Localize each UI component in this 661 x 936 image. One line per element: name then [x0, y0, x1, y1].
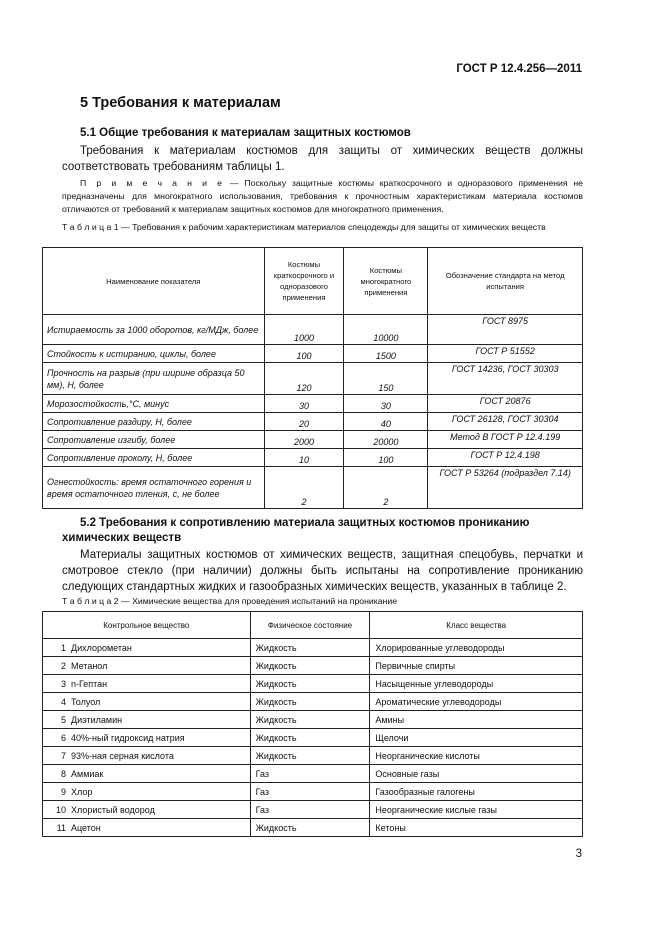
table-1-cell-short: 1000 [264, 315, 344, 345]
table-1-cell-short: 2 [264, 467, 344, 509]
table-2-cell-class: Амины [370, 711, 583, 729]
table-row [43, 413, 583, 431]
table-2-cell-class: Ароматические углеводороды [370, 693, 583, 711]
table-1-cell-name: Прочность на разрыв (при ширине образца 50 мм), Н, более [43, 363, 265, 395]
substance-name: 40%-ный гидроксид натрия [71, 732, 185, 743]
table-row [43, 639, 583, 657]
table-1-header: Обозначение стандарта на метод испытания [428, 248, 583, 315]
table-1-cell-std: ГОСТ 26128, ГОСТ 30304 [428, 413, 583, 431]
table-row [43, 819, 583, 837]
table-2-header: Физическое состояние [250, 612, 370, 639]
table-1-caption: Т а б л и ц а 1 — Требования к рабочим характеристикам материалов спецодежды для защиты от химических веществ [62, 222, 546, 232]
table-2 [42, 611, 583, 837]
row-number: 2 [60, 660, 66, 671]
table-2-cell-class: Неорганические кислоты [370, 747, 583, 765]
table-row [43, 315, 583, 345]
table-1-cell-multi: 40 [344, 413, 428, 431]
table-2-cell-state: Жидкость [250, 819, 370, 837]
table-1-cell-name: Сопротивление раздиру, Н, более [43, 413, 265, 431]
note-label: П р и м е ч а н и е [80, 178, 225, 188]
table-1-header: Костюмы краткосрочного и одноразового применения [264, 248, 344, 315]
table-2-header-row [43, 612, 583, 639]
table-1-header: Костюмы многократного применения [344, 248, 428, 315]
substance-name: Дихлорометан [71, 642, 132, 653]
table-1-cell-short: 10 [264, 449, 344, 467]
section-5-title: 5 Требования к материалам [80, 95, 281, 111]
table-2-cell-substance [43, 639, 251, 657]
table-row [43, 675, 583, 693]
row-number: 5 [60, 714, 66, 725]
table-2-cell-class: Щелочи [370, 729, 583, 747]
table-row [43, 657, 583, 675]
row-number: 10 [55, 804, 66, 815]
table-1-cell-std: ГОСТ Р 12.4.198 [428, 449, 583, 467]
table-2-cell-class: Газообразные галогены [370, 783, 583, 801]
row-number: 3 [60, 678, 66, 689]
table-1-cell-std: ГОСТ 14236, ГОСТ 30303 [428, 363, 583, 395]
table-row [43, 431, 583, 449]
row-number: 1 [60, 642, 66, 653]
row-number: 8 [60, 768, 66, 779]
table-row [43, 729, 583, 747]
table-1-cell-std: ГОСТ Р 53264 (подраздел 7.14) [428, 467, 583, 509]
table-1-cell-std: ГОСТ Р 51552 [428, 345, 583, 363]
table-1-cell-multi: 20000 [344, 431, 428, 449]
section-5-1-paragraph: Требования к материалам костюмов для защиты от химических веществ должны соответствовать требованиям таблицы 1. [62, 145, 583, 173]
table-2-cell-substance [43, 801, 251, 819]
substance-name: Диэтиламин [71, 714, 123, 725]
table-1-cell-multi: 1500 [344, 345, 428, 363]
table-2-cell-substance [43, 657, 251, 675]
table-2-cell-substance [43, 711, 251, 729]
table-2-cell-class: Хлорированные углеводороды [370, 639, 583, 657]
table-1-cell-multi: 2 [344, 467, 428, 509]
table-1-cell-short: 30 [264, 395, 344, 413]
table-row [43, 711, 583, 729]
substance-name: Хлор [71, 786, 93, 797]
substance-name: 93%-ная серная кислота [71, 750, 174, 761]
table-2-cell-substance [43, 729, 251, 747]
table-row [43, 693, 583, 711]
table-2-cell-state: Жидкость [250, 693, 370, 711]
table-row [43, 449, 583, 467]
table-2-cell-class: Неорганические кислые газы [370, 801, 583, 819]
substance-name: Метанол [71, 660, 108, 671]
substance-name: Хлористый водород [71, 804, 155, 815]
table-row [43, 467, 583, 509]
section-5-2-paragraph: Материалы защитных костюмов от химических веществ, защитная спецобувь, перчатки и смотровое стекло (при наличии) должны быть испытаны на сопротивление прониканию следующих стандартных жидких и газообразных химических веществ, указанных в таблице 2. [62, 549, 583, 593]
table-2-cell-state: Жидкость [250, 711, 370, 729]
table-row [43, 801, 583, 819]
table-1-cell-name: Морозостойкость,°С, минус [43, 395, 265, 413]
note-block [62, 177, 583, 216]
table-2-cell-state: Жидкость [250, 729, 370, 747]
table-row [43, 363, 583, 395]
note-text: — Поскольку защитные костюмы краткосрочного и одноразового применения не предназначены для многократного использования, требования к прочностным характеристикам материала костюмов отличаются от требований к материалам защитных костюмов для многократного применения. [62, 178, 583, 214]
row-number: 9 [60, 786, 66, 797]
table-2-cell-state: Жидкость [250, 747, 370, 765]
table-2-cell-substance [43, 765, 251, 783]
table-1-cell-name: Истираемость за 1000 оборотов, кг/МДж, более [43, 315, 265, 345]
table-1-cell-name: Стойкость к истиранию, циклы, более [43, 345, 265, 363]
table-row [43, 747, 583, 765]
table-1-cell-short: 2000 [264, 431, 344, 449]
table-1-cell-short: 120 [264, 363, 344, 395]
table-2-cell-state: Жидкость [250, 639, 370, 657]
table-1-cell-short: 100 [264, 345, 344, 363]
substance-name: Ацетон [71, 822, 101, 833]
table-1 [42, 247, 583, 509]
table-2-cell-substance [43, 693, 251, 711]
table-1-cell-name: Сопротивление изгибу, более [43, 431, 265, 449]
section-5-1-title: 5.1 Общие требования к материалам защитных костюмов [80, 127, 411, 139]
table-row [43, 395, 583, 413]
table-2-cell-state: Газ [250, 765, 370, 783]
table-2-header: Класс вещества [370, 612, 583, 639]
table-row [43, 345, 583, 363]
table-1-cell-std: ГОСТ 20876 [428, 395, 583, 413]
table-2-cell-state: Газ [250, 801, 370, 819]
table-1-cell-name: Огнестойкость: время остаточного горения и время остаточного тления, с, не более [43, 467, 265, 509]
table-2-cell-class: Насыщенные углеводороды [370, 675, 583, 693]
row-number: 6 [60, 732, 66, 743]
row-number: 4 [60, 696, 66, 707]
table-2-cell-class: Кетоны [370, 819, 583, 837]
table-2-header: Контрольное вещество [43, 612, 251, 639]
table-2-cell-substance [43, 675, 251, 693]
table-row [43, 765, 583, 783]
row-number: 7 [60, 750, 66, 761]
substance-name: Аммиак [71, 768, 104, 779]
substance-name: n-Гептан [71, 678, 108, 689]
table-2-caption: Т а б л и ц а 2 — Химические вещества для проведения испытаний на проникание [62, 596, 398, 606]
table-1-cell-multi: 30 [344, 395, 428, 413]
table-row [43, 783, 583, 801]
table-2-cell-substance [43, 783, 251, 801]
table-2-cell-class: Первичные спирты [370, 657, 583, 675]
table-2-cell-state: Жидкость [250, 657, 370, 675]
table-2-cell-substance [43, 819, 251, 837]
substance-name: Толуол [71, 696, 101, 707]
table-1-cell-short: 20 [264, 413, 344, 431]
table-1-cell-name: Сопротивление проколу, Н, более [43, 449, 265, 467]
table-2-cell-substance [43, 747, 251, 765]
table-1-cell-multi: 100 [344, 449, 428, 467]
row-number: 11 [56, 822, 66, 833]
table-1-header-row [43, 248, 583, 315]
table-1-cell-multi: 150 [344, 363, 428, 395]
table-1-cell-std: ГОСТ 8975 [428, 315, 583, 345]
page-number: 3 [575, 848, 582, 860]
table-2-cell-state: Газ [250, 783, 370, 801]
table-2-cell-state: Жидкость [250, 675, 370, 693]
document-code-header: ГОСТ Р 12.4.256—2011 [456, 63, 582, 75]
table-1-cell-std: Метод В ГОСТ Р 12.4.199 [428, 431, 583, 449]
table-1-header: Наименование показателя [43, 248, 265, 315]
table-2-cell-class: Основные газы [370, 765, 583, 783]
table-1-cell-multi: 10000 [344, 315, 428, 345]
section-5-2-title: 5.2 Требования к сопротивлению материала защитных костюмов прониканию химических веществ [62, 517, 530, 544]
